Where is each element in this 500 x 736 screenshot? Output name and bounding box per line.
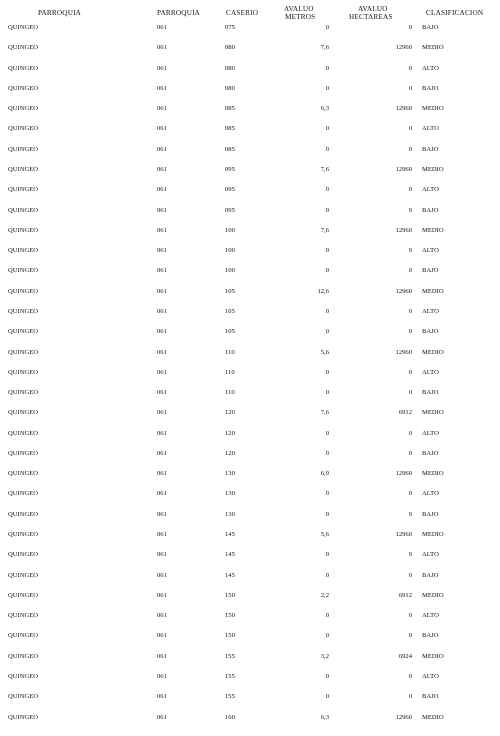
cell-parroquia-codigo: 061 bbox=[157, 673, 167, 680]
cell-clasificacion: BAJO bbox=[422, 267, 439, 275]
header-avaluo-metros-line2: METROS bbox=[285, 13, 316, 21]
cell-avaluo-hectareas: 12960 bbox=[395, 531, 412, 538]
cell-caserio: 130 bbox=[225, 490, 235, 498]
cell-clasificacion: ALTO bbox=[422, 490, 439, 498]
cell-avaluo-metros: 5,6 bbox=[320, 348, 329, 356]
cell-caserio: 085 bbox=[225, 145, 235, 153]
header-parroquia-codigo: PARROQUIA bbox=[157, 9, 201, 17]
cell-avaluo-metros: 0 bbox=[325, 24, 329, 31]
cell-clasificacion: MEDIO bbox=[422, 470, 444, 478]
cell-parroquia: QUINGEO bbox=[8, 267, 39, 275]
cell-avaluo-metros: 0 bbox=[325, 571, 329, 579]
cell-avaluo-metros: 0 bbox=[325, 84, 329, 92]
cell-avaluo-hectareas: 0 bbox=[408, 64, 412, 72]
cell-parroquia: QUINGEO bbox=[8, 591, 39, 599]
cell-clasificacion: BAJO bbox=[422, 145, 439, 153]
cell-parroquia-codigo: 061 bbox=[157, 368, 167, 376]
cell-caserio: 155 bbox=[225, 652, 235, 660]
cell-clasificacion: BAJO bbox=[422, 632, 439, 640]
cell-avaluo-metros: 0 bbox=[325, 206, 329, 214]
cell-parroquia-codigo: 061 bbox=[157, 206, 167, 214]
cell-avaluo-metros: 0 bbox=[325, 247, 329, 255]
cell-parroquia-codigo: 061 bbox=[157, 591, 167, 599]
cell-avaluo-hectareas: 0 bbox=[408, 145, 412, 153]
cell-caserio: 110 bbox=[225, 348, 235, 356]
cell-parroquia-codigo: 061 bbox=[157, 186, 167, 194]
cell-parroquia-codigo: 061 bbox=[157, 470, 167, 478]
cell-parroquia: QUINGEO bbox=[8, 673, 39, 680]
cell-parroquia: QUINGEO bbox=[8, 247, 39, 255]
cell-parroquia: QUINGEO bbox=[8, 166, 39, 173]
cell-avaluo-hectareas: 12960 bbox=[395, 226, 412, 234]
cell-parroquia: QUINGEO bbox=[8, 632, 39, 640]
cell-clasificacion: MEDIO bbox=[422, 591, 444, 599]
cell-avaluo-hectareas: 0 bbox=[408, 449, 412, 457]
cell-parroquia: QUINGEO bbox=[8, 612, 39, 620]
cell-parroquia-codigo: 061 bbox=[157, 44, 167, 52]
cell-parroquia-codigo: 061 bbox=[157, 409, 167, 417]
cell-avaluo-hectareas: 0 bbox=[408, 389, 412, 396]
cell-parroquia: QUINGEO bbox=[8, 490, 39, 498]
cell-parroquia: QUINGEO bbox=[8, 449, 39, 457]
cell-avaluo-hectareas: 12960 bbox=[395, 470, 412, 478]
cell-caserio: 110 bbox=[225, 389, 235, 396]
cell-clasificacion: MEDIO bbox=[422, 348, 444, 356]
cell-parroquia: QUINGEO bbox=[8, 186, 39, 194]
cell-caserio: 100 bbox=[225, 247, 235, 255]
cell-avaluo-hectareas: 0 bbox=[408, 328, 412, 336]
cell-avaluo-hectareas: 0 bbox=[408, 24, 412, 31]
cell-avaluo-metros: 5,6 bbox=[320, 531, 329, 538]
cell-parroquia: QUINGEO bbox=[8, 693, 39, 701]
cell-avaluo-hectareas: 6912 bbox=[398, 409, 412, 417]
cell-avaluo-hectareas: 0 bbox=[408, 673, 412, 680]
cell-avaluo-hectareas: 0 bbox=[408, 267, 412, 275]
cell-avaluo-metros: 0 bbox=[325, 186, 329, 194]
cell-avaluo-metros: 0 bbox=[325, 267, 329, 275]
cell-parroquia-codigo: 061 bbox=[157, 490, 167, 498]
cell-caserio: 120 bbox=[225, 429, 235, 437]
cell-parroquia: QUINGEO bbox=[8, 348, 39, 356]
cell-parroquia: QUINGEO bbox=[8, 24, 39, 31]
cell-parroquia: QUINGEO bbox=[8, 510, 39, 518]
cell-parroquia-codigo: 061 bbox=[157, 287, 167, 295]
header-parroquia: PARROQUIA bbox=[38, 9, 82, 17]
cell-avaluo-hectareas: 12960 bbox=[395, 105, 412, 113]
cell-clasificacion: MEDIO bbox=[422, 44, 444, 52]
cell-clasificacion: MEDIO bbox=[422, 226, 444, 234]
cell-avaluo-metros: 0 bbox=[325, 64, 329, 72]
cell-caserio: 150 bbox=[225, 612, 235, 620]
cell-avaluo-metros: 0 bbox=[325, 673, 329, 680]
cell-caserio: 075 bbox=[225, 24, 235, 31]
cell-parroquia-codigo: 061 bbox=[157, 348, 167, 356]
cell-avaluo-metros: 0 bbox=[325, 551, 329, 559]
cell-caserio: 095 bbox=[225, 206, 235, 214]
cell-parroquia: QUINGEO bbox=[8, 429, 39, 437]
cell-parroquia: QUINGEO bbox=[8, 531, 39, 538]
cell-avaluo-hectareas: 0 bbox=[408, 490, 412, 498]
cell-parroquia-codigo: 061 bbox=[157, 226, 167, 234]
cell-clasificacion: BAJO bbox=[422, 389, 439, 396]
cell-caserio: 145 bbox=[225, 571, 235, 579]
cell-avaluo-metros: 2,2 bbox=[320, 591, 329, 599]
cell-parroquia: QUINGEO bbox=[8, 368, 39, 376]
cell-parroquia-codigo: 061 bbox=[157, 328, 167, 336]
cell-parroquia-codigo: 061 bbox=[157, 510, 167, 518]
cell-caserio: 110 bbox=[225, 368, 235, 376]
cell-avaluo-hectareas: 0 bbox=[408, 84, 412, 92]
cell-parroquia: QUINGEO bbox=[8, 652, 39, 660]
cell-parroquia: QUINGEO bbox=[8, 44, 39, 52]
cell-avaluo-metros: 3,2 bbox=[320, 652, 329, 660]
cell-avaluo-metros: 0 bbox=[325, 368, 329, 376]
cell-parroquia: QUINGEO bbox=[8, 328, 39, 336]
cell-avaluo-metros: 7,6 bbox=[320, 409, 329, 417]
cell-caserio: 150 bbox=[225, 632, 235, 640]
cell-parroquia-codigo: 061 bbox=[157, 612, 167, 620]
cell-avaluo-hectareas: 0 bbox=[408, 247, 412, 255]
cell-avaluo-hectareas: 0 bbox=[408, 125, 412, 133]
cell-caserio: 085 bbox=[225, 125, 235, 133]
cell-parroquia-codigo: 061 bbox=[157, 632, 167, 640]
header-avaluo-metros-line1: AVALUO bbox=[284, 5, 314, 13]
cell-caserio: 145 bbox=[225, 551, 235, 559]
cell-clasificacion: BAJO bbox=[422, 449, 439, 457]
cell-avaluo-hectareas: 0 bbox=[408, 632, 412, 640]
cell-caserio: 130 bbox=[225, 510, 235, 518]
cell-clasificacion: ALTO bbox=[422, 612, 439, 620]
cell-clasificacion: ALTO bbox=[422, 247, 439, 255]
cell-parroquia: QUINGEO bbox=[8, 64, 39, 72]
cell-parroquia-codigo: 061 bbox=[157, 24, 167, 31]
cell-caserio: 155 bbox=[225, 673, 235, 680]
cell-avaluo-hectareas: 0 bbox=[408, 510, 412, 518]
cell-parroquia-codigo: 061 bbox=[157, 531, 167, 538]
cell-clasificacion: ALTO bbox=[422, 64, 439, 72]
cell-caserio: 105 bbox=[225, 328, 235, 336]
header-clasificacion: CLASIFICACION bbox=[426, 9, 484, 17]
cell-parroquia-codigo: 061 bbox=[157, 166, 167, 173]
cell-parroquia-codigo: 061 bbox=[157, 307, 167, 315]
cell-parroquia-codigo: 061 bbox=[157, 571, 167, 579]
cell-parroquia: QUINGEO bbox=[8, 105, 39, 113]
cell-avaluo-metros: 7,6 bbox=[320, 44, 329, 52]
cell-avaluo-metros: 0 bbox=[325, 328, 329, 336]
cell-caserio: 080 bbox=[225, 84, 235, 92]
cell-avaluo-hectareas: 0 bbox=[408, 206, 412, 214]
cell-parroquia-codigo: 061 bbox=[157, 125, 167, 133]
cell-avaluo-hectareas: 12960 bbox=[395, 713, 412, 721]
cell-avaluo-hectareas: 12960 bbox=[395, 44, 412, 52]
cell-parroquia: QUINGEO bbox=[8, 84, 39, 92]
cell-avaluo-hectareas: 0 bbox=[408, 551, 412, 559]
cell-caserio: 080 bbox=[225, 64, 235, 72]
cell-avaluo-hectareas: 0 bbox=[408, 693, 412, 701]
cell-parroquia-codigo: 061 bbox=[157, 145, 167, 153]
header-avaluo-hectareas-line1: AVALUO bbox=[358, 5, 388, 13]
cell-avaluo-hectareas: 0 bbox=[408, 612, 412, 620]
cell-caserio: 105 bbox=[225, 307, 235, 315]
cell-clasificacion: ALTO bbox=[422, 429, 439, 437]
cell-clasificacion: MEDIO bbox=[422, 105, 444, 113]
cell-avaluo-hectareas: 0 bbox=[408, 429, 412, 437]
cell-avaluo-hectareas: 6924 bbox=[398, 652, 412, 660]
cell-avaluo-hectareas: 0 bbox=[408, 186, 412, 194]
cell-caserio: 085 bbox=[225, 105, 235, 113]
cell-parroquia-codigo: 061 bbox=[157, 84, 167, 92]
cell-caserio: 080 bbox=[225, 44, 235, 52]
cell-avaluo-metros: 0 bbox=[325, 145, 329, 153]
cell-parroquia-codigo: 061 bbox=[157, 693, 167, 701]
cell-avaluo-metros: 0 bbox=[325, 389, 329, 396]
cell-clasificacion: BAJO bbox=[422, 206, 439, 214]
cell-clasificacion: BAJO bbox=[422, 571, 439, 579]
cell-caserio: 100 bbox=[225, 267, 235, 275]
cell-clasificacion: ALTO bbox=[422, 368, 439, 376]
cell-caserio: 095 bbox=[225, 166, 235, 173]
cell-avaluo-metros: 6,9 bbox=[320, 470, 329, 478]
cell-caserio: 155 bbox=[225, 693, 235, 701]
cell-clasificacion: MEDIO bbox=[422, 287, 444, 295]
cell-parroquia-codigo: 061 bbox=[157, 429, 167, 437]
cell-caserio: 160 bbox=[225, 713, 235, 721]
cell-avaluo-metros: 0 bbox=[325, 125, 329, 133]
cell-caserio: 130 bbox=[225, 470, 235, 478]
cell-avaluo-hectareas: 12960 bbox=[395, 287, 412, 295]
cell-avaluo-metros: 0 bbox=[325, 510, 329, 518]
cell-clasificacion: ALTO bbox=[422, 307, 439, 315]
cell-parroquia: QUINGEO bbox=[8, 409, 39, 417]
cell-parroquia: QUINGEO bbox=[8, 206, 39, 214]
cell-clasificacion: ALTO bbox=[422, 673, 439, 680]
cell-parroquia: QUINGEO bbox=[8, 551, 39, 559]
cell-avaluo-metros: 7,6 bbox=[320, 166, 329, 173]
cell-caserio: 120 bbox=[225, 449, 235, 457]
cell-parroquia-codigo: 061 bbox=[157, 551, 167, 559]
cell-clasificacion: MEDIO bbox=[422, 409, 444, 417]
cell-caserio: 105 bbox=[225, 287, 235, 295]
cell-parroquia-codigo: 061 bbox=[157, 64, 167, 72]
cell-clasificacion: BAJO bbox=[422, 510, 439, 518]
cell-avaluo-metros: 0 bbox=[325, 632, 329, 640]
cell-parroquia: QUINGEO bbox=[8, 145, 39, 153]
cell-avaluo-hectareas: 0 bbox=[408, 368, 412, 376]
cell-parroquia-codigo: 061 bbox=[157, 247, 167, 255]
cell-parroquia: QUINGEO bbox=[8, 125, 39, 133]
cell-avaluo-metros: 0 bbox=[325, 693, 329, 701]
cell-avaluo-metros: 7,6 bbox=[320, 226, 329, 234]
cell-avaluo-metros: 0 bbox=[325, 429, 329, 437]
cell-parroquia: QUINGEO bbox=[8, 287, 39, 295]
cell-avaluo-metros: 12,6 bbox=[317, 287, 329, 295]
cell-caserio: 145 bbox=[225, 531, 235, 538]
cell-avaluo-metros: 0 bbox=[325, 307, 329, 315]
cell-clasificacion: BAJO bbox=[422, 328, 439, 336]
header-caserio: CASERIO bbox=[226, 9, 259, 17]
cell-avaluo-hectareas: 12960 bbox=[395, 166, 412, 173]
cell-clasificacion: MEDIO bbox=[422, 652, 444, 660]
cell-parroquia: QUINGEO bbox=[8, 470, 39, 478]
cell-parroquia-codigo: 061 bbox=[157, 389, 167, 396]
cell-parroquia: QUINGEO bbox=[8, 307, 39, 315]
cell-parroquia-codigo: 061 bbox=[157, 105, 167, 113]
cell-avaluo-hectareas: 12960 bbox=[395, 348, 412, 356]
cell-clasificacion: BAJO bbox=[422, 24, 439, 31]
cell-clasificacion: MEDIO bbox=[422, 531, 444, 538]
header-avaluo-hectareas-line2: HECTAREAS bbox=[349, 13, 393, 21]
cell-clasificacion: BAJO bbox=[422, 693, 439, 701]
cell-avaluo-metros: 0 bbox=[325, 449, 329, 457]
cell-avaluo-hectareas: 0 bbox=[408, 307, 412, 315]
cell-clasificacion: ALTO bbox=[422, 186, 439, 194]
cell-parroquia: QUINGEO bbox=[8, 226, 39, 234]
cell-clasificacion: ALTO bbox=[422, 125, 439, 133]
cell-avaluo-metros: 6,3 bbox=[320, 713, 329, 721]
cell-caserio: 120 bbox=[225, 409, 235, 417]
cell-parroquia: QUINGEO bbox=[8, 389, 39, 396]
cell-parroquia: QUINGEO bbox=[8, 713, 39, 721]
cell-parroquia-codigo: 061 bbox=[157, 449, 167, 457]
cell-avaluo-hectareas: 0 bbox=[408, 571, 412, 579]
cell-avaluo-metros: 0 bbox=[325, 490, 329, 498]
cell-clasificacion: ALTO bbox=[422, 551, 439, 559]
cell-clasificacion: MEDIO bbox=[422, 166, 444, 173]
cell-avaluo-metros: 0 bbox=[325, 612, 329, 620]
cell-parroquia-codigo: 061 bbox=[157, 713, 167, 721]
cell-clasificacion: MEDIO bbox=[422, 713, 444, 721]
cell-parroquia-codigo: 061 bbox=[157, 267, 167, 275]
cell-avaluo-hectareas: 6912 bbox=[398, 591, 412, 599]
cell-parroquia: QUINGEO bbox=[8, 571, 39, 579]
cell-caserio: 095 bbox=[225, 186, 235, 194]
cell-caserio: 100 bbox=[225, 226, 235, 234]
cell-caserio: 150 bbox=[225, 591, 235, 599]
cell-avaluo-metros: 6,3 bbox=[320, 105, 329, 113]
cell-parroquia-codigo: 061 bbox=[157, 652, 167, 660]
cell-clasificacion: BAJO bbox=[422, 84, 439, 92]
